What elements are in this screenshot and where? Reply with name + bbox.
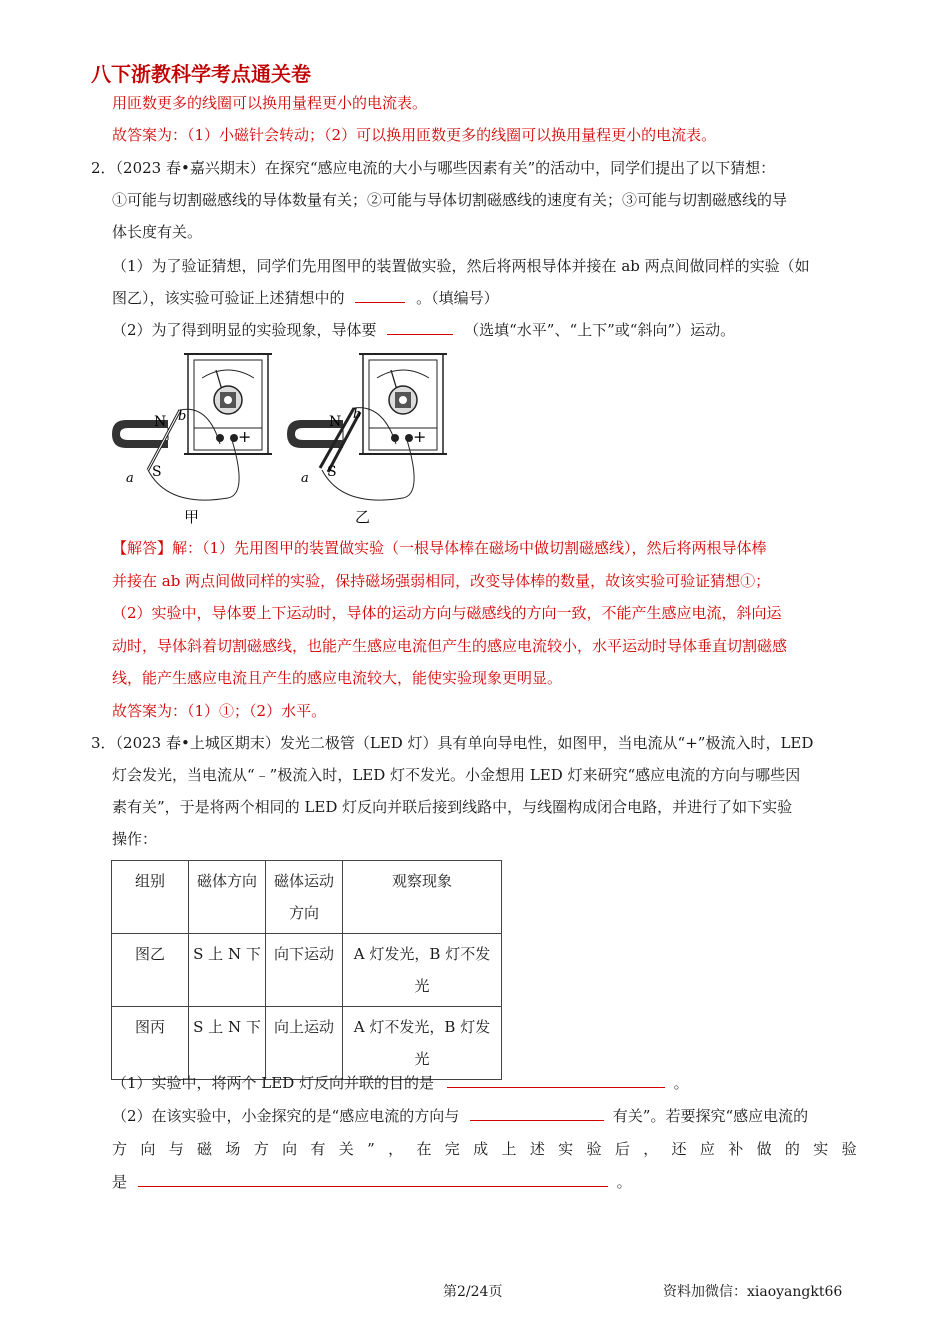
q3-stem-line-4: 操作：	[112, 830, 158, 848]
q2-solution-line-3: （2）实验中，导体要上下运动时，导体的运动方向与磁感线的方向一致，不能产生感应电流，斜向运	[112, 604, 782, 622]
table-header-cell: 磁体运动方向	[266, 861, 343, 934]
label-a-jia: a	[126, 471, 134, 486]
q2-part2-answer-blank[interactable]	[387, 320, 453, 335]
q2-part1-line-2	[112, 288, 499, 308]
spread-char: 的	[784, 1140, 800, 1158]
label-n-jia: N	[154, 414, 167, 430]
spread-char: 上	[501, 1140, 517, 1158]
q2-part1-suffix: 。（填编号）	[416, 289, 499, 307]
label-b-yi: b	[353, 407, 362, 422]
q2-part2-line	[112, 320, 735, 340]
q2-stem-line-1: 2．（2023 春•嘉兴期末）在探究“感应电流的大小与哪些因素有关”的活动中，同学们提出了以下猜想：	[91, 159, 776, 177]
spread-char: 完	[444, 1140, 460, 1158]
prev-answer-line-1: 用匝数更多的线圈可以换用量程更小的电流表。	[112, 94, 428, 112]
spread-char: 与	[168, 1140, 184, 1158]
spread-char: 有	[310, 1140, 326, 1158]
q3-part2-line-1	[112, 1106, 808, 1126]
label-a-yi: a	[301, 471, 309, 486]
table-cell: 图乙	[112, 934, 189, 1007]
footer-wechat-note: 资料加微信：xiaoyangkt66	[663, 1284, 843, 1300]
spread-char: 后	[614, 1140, 630, 1158]
q3-stem-line-3: 素有关”，于是将两个相同的 LED 灯反向并联后接到线路中，与线圈构成闭合电路，并进行了如下实验	[112, 798, 793, 816]
q2-part2-prefix: （2）为了得到明显的实验现象，导体要	[112, 321, 377, 339]
label-b-jia: b	[178, 409, 187, 424]
prev-answer-line-2: 故答案为：（1）小磁针会转动；（2）可以换用匝数更多的线圈可以换用量程更小的电流表。	[112, 126, 717, 144]
table-header-cell: 磁体方向	[189, 861, 266, 934]
spread-char: 场	[225, 1140, 241, 1158]
spread-char: 验	[841, 1140, 857, 1158]
spread-char: 在	[416, 1140, 432, 1158]
spread-char: 还	[671, 1140, 687, 1158]
q2-solution-line-5: 线，能产生感应电流且产生的感应电流较大，能使实验现象更明显。	[112, 669, 563, 687]
q2-solution-line-2: 并接在 ab 两点间做同样的实验，保持磁场强弱相同，改变导体棒的数量，故该实验可验证猜想①；	[112, 572, 771, 590]
apparatus-yi	[287, 354, 447, 526]
label-n-yi: N	[329, 414, 342, 430]
q2-stem-line-2: ①可能与切割磁感线的导体数量有关；②可能与导体切割磁感线的速度有关；③可能与切割磁感线的导	[112, 191, 788, 209]
q3-part2-answer-blank-2[interactable]	[138, 1172, 608, 1187]
q2-part2-suffix: （选填“水平”、“上下”或“斜向”）运动。	[464, 321, 736, 339]
spread-char: 方	[112, 1140, 128, 1158]
q3-part1-suffix: 。	[673, 1074, 689, 1092]
table-header-cell: 组别	[112, 861, 189, 934]
table-cell: S 上 N 下	[189, 1007, 266, 1080]
spread-char: 实	[813, 1140, 829, 1158]
induction-apparatus-figure	[108, 348, 458, 528]
table-cell: 向上运动	[266, 1007, 343, 1080]
q3-part2-prefix: （2）在该实验中，小金探究的是“感应电流的方向与	[112, 1107, 460, 1125]
figure-caption-yi: 乙	[355, 508, 371, 526]
table-cell: A 灯发光，B 灯不发光	[343, 934, 502, 1007]
q2-solution-line-4: 动时，导体斜着切割磁感线，也能产生感应电流但产生的感应电流较小，水平运动时导体垂直切割磁感	[112, 637, 788, 655]
spread-char: 验	[586, 1140, 602, 1158]
q3-stem-line-2: 灯会发光，当电流从“﹣”极流入时，LED 灯不发光。小金想用 LED 灯来研究“感应电流的方向与哪些因	[112, 766, 801, 784]
spread-char: 成	[473, 1140, 489, 1158]
q2-stem-line-3: 体长度有关。	[112, 223, 203, 241]
spread-char: 应	[699, 1140, 715, 1158]
spread-char: 补	[728, 1140, 744, 1158]
label-s-yi: S	[327, 464, 337, 480]
q2-part1-answer-blank[interactable]	[355, 288, 405, 303]
figure-caption-jia: 甲	[184, 508, 200, 526]
table-cell: 向下运动	[266, 934, 343, 1007]
table-cell: A 灯不发光，B 灯发光	[343, 1007, 502, 1080]
table-row	[112, 1007, 502, 1080]
page-number: 第2/24页	[443, 1284, 503, 1300]
spread-char: 方	[253, 1140, 269, 1158]
q3-stem-line-1: 3．（2023 春•上城区期末）发光二极管（LED 灯）具有单向导电性，如图甲，当电流从“+”极流入时，LED	[91, 734, 814, 752]
q3-part2-line-2	[112, 1139, 857, 1159]
spread-char: 磁	[197, 1140, 213, 1158]
table-cell: S 上 N 下	[189, 934, 266, 1007]
q2-final-answer: 故答案为：（1）①；（2）水平。	[112, 702, 327, 720]
spread-char: 实	[558, 1140, 574, 1158]
q3-part2-suffix: 有关”。若要探究“感应电流的	[612, 1107, 809, 1125]
q2-solution-line-1: 【解答】解：（1）先用图甲的装置做实验（一根导体棒在磁场中做切割磁感线），然后将两根导体棒	[112, 539, 767, 557]
spread-char: 述	[529, 1140, 545, 1158]
spread-char: ，	[643, 1140, 659, 1158]
q3-part1-prefix: （1）实验中，将两个 LED 灯反向并联的目的是	[112, 1074, 435, 1092]
table-header-row	[112, 861, 502, 934]
spread-char: 向	[140, 1140, 156, 1158]
table-cell: 图丙	[112, 1007, 189, 1080]
q3-part2-answer-blank-1[interactable]	[470, 1106, 604, 1121]
apparatus-jia	[112, 354, 272, 526]
q3-part2-line3-suffix: 。	[616, 1173, 632, 1191]
q2-part1-line-1: （1）为了验证猜想，同学们先用图甲的装置做实验，然后将两根导体并接在 ab 两点间做同样的实验（如	[112, 257, 810, 275]
spread-char: ，	[388, 1140, 404, 1158]
spread-char: 向	[282, 1140, 298, 1158]
label-plus-jia: +	[238, 427, 252, 446]
label-plus-yi: +	[413, 427, 427, 446]
spread-char: 关	[338, 1140, 354, 1158]
document-header-title: 八下浙教科学考点通关卷	[91, 62, 311, 86]
q3-part1-line	[112, 1073, 689, 1093]
q2-part1-prefix: 图乙），该实验可验证上述猜想中的	[112, 289, 345, 307]
q3-part2-line3-prefix: 是	[112, 1173, 128, 1191]
spread-char: ”	[367, 1140, 375, 1158]
table-header-cell: 观察现象	[343, 861, 502, 934]
table-row	[112, 934, 502, 1007]
label-s-jia: S	[152, 464, 162, 480]
q3-part2-line-3	[112, 1172, 632, 1192]
observation-table	[111, 860, 502, 1080]
spread-char: 做	[756, 1140, 772, 1158]
q3-part1-answer-blank[interactable]	[447, 1073, 665, 1088]
